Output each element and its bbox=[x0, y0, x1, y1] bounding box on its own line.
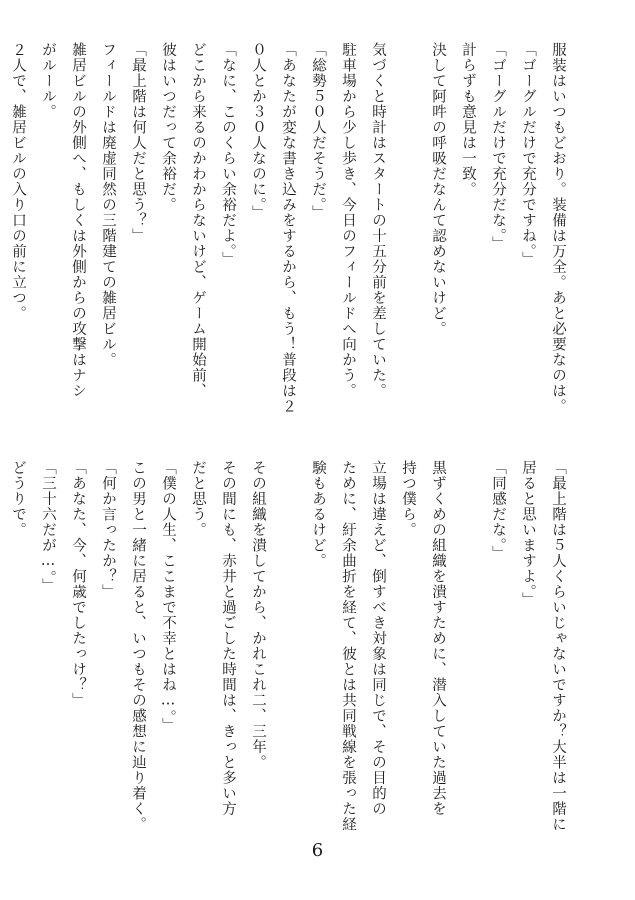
text-column: 服装はいつもどおり。装備は万全。あと必要なのは。 bbox=[550, 42, 566, 414]
text-column: 「あなた、今、何歳でしたっけ？」 bbox=[70, 460, 86, 708]
text-column: 「ゴーグルだけで充分ですね。」 bbox=[520, 42, 536, 268]
text-column: 「三十六だが…。」 bbox=[40, 460, 56, 594]
text-column: 計らずも意見は一致。 bbox=[460, 42, 476, 197]
text-column: 駐車場から少し歩き、今日のフィールドへ向かう。 bbox=[340, 42, 356, 399]
text-column: その間にも、赤井と過ごした時間は、きっと多い方 bbox=[220, 460, 236, 817]
text-column: ０人とか３０人なのに。」 bbox=[250, 42, 266, 221]
text-block-upper bbox=[3, 42, 566, 414]
text-column: 気づくと時計はスタートの十五分前を差していた。 bbox=[370, 42, 386, 399]
text-column: 「ゴーグルだけで充分だな。」 bbox=[490, 42, 506, 252]
text-column: 彼はいつだって余裕だ。 bbox=[160, 42, 176, 213]
text-column: この男と一緒に居ると、いつもその感想に辿り着く。 bbox=[130, 460, 146, 832]
text-column: 「僕の人生、ここまで不幸とはね…。」 bbox=[160, 460, 176, 734]
text-column: 決して阿吽の呼吸だなんて認めないけど。 bbox=[430, 42, 446, 337]
text-column: 「何か言ったか？」 bbox=[100, 460, 116, 600]
text-column: 「あなたが変な書き込みをするから、もう！普段は２ bbox=[280, 42, 296, 414]
text-column: 「最上階は５人くらいじゃないですか？大半は一階に bbox=[550, 460, 566, 832]
text-column: 「同感だな。」 bbox=[490, 460, 506, 562]
text-column: ２人で、雑居ビルの入り口の前に立つ。 bbox=[10, 42, 26, 321]
text-column: フィールドは廃虚同然の三階建ての雑居ビル。 bbox=[100, 42, 116, 368]
text-column: 持つ僕ら。 bbox=[400, 460, 416, 538]
text-column: その組織を潰してから、かれこれ二、三年。 bbox=[250, 460, 266, 770]
text-column: どこから来るのかわからないけど、ゲーム開始前、 bbox=[190, 42, 206, 399]
text-column: 黒ずくめの組織を潰すために、潜入していた過去を bbox=[430, 460, 446, 817]
text-column: 立場は違えど、倒すべき対象は同じで、その目的の bbox=[370, 460, 386, 817]
text-column: 「なに、このくらい余裕だよ。」 bbox=[220, 42, 236, 268]
text-column: 「最上階は何人だと思う？」 bbox=[130, 42, 146, 244]
text-column: 居ると思いますよ。」 bbox=[520, 460, 536, 608]
text-column: 験もあるけど。 bbox=[310, 460, 326, 569]
text-column: がルール。 bbox=[40, 42, 56, 120]
text-column: ために、紆余曲折を経て、彼とは共同戦線を張った経 bbox=[340, 460, 356, 832]
text-column: 雑居ビルの外側へ、もしくは外側からの攻撃はナシ bbox=[70, 42, 86, 399]
page-number: 6 bbox=[311, 840, 324, 861]
text-column: だと思う。 bbox=[190, 460, 206, 538]
text-column: どうりで。 bbox=[10, 460, 26, 538]
text-column: 「総勢５０人だそうだ。」 bbox=[310, 42, 326, 221]
text-block-lower bbox=[3, 460, 565, 850]
